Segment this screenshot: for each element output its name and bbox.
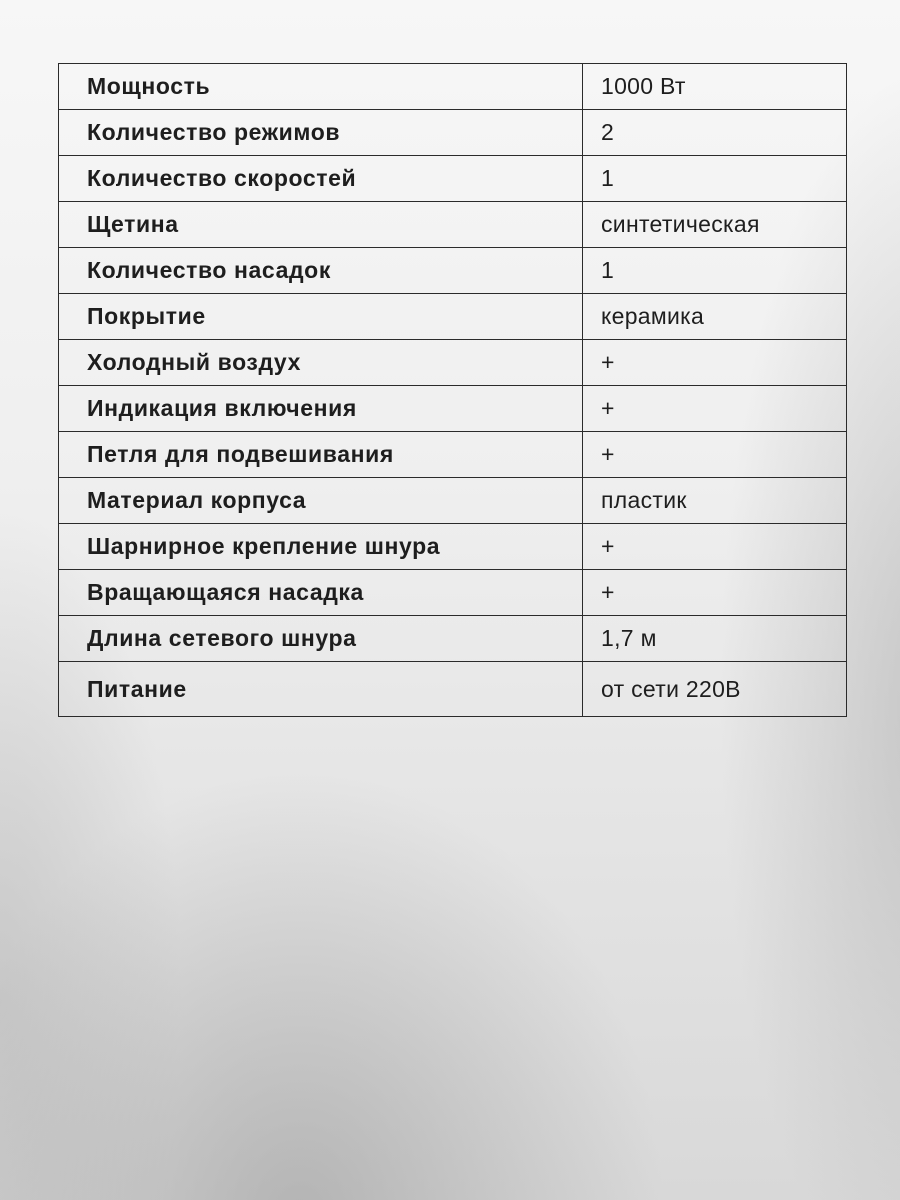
spec-label: Холодный воздух xyxy=(59,340,583,386)
table-row xyxy=(59,616,847,662)
table-row xyxy=(59,110,847,156)
spec-value: + xyxy=(583,570,847,616)
table-row xyxy=(59,386,847,432)
spec-value: от сети 220В xyxy=(583,662,847,717)
spec-label: Покрытие xyxy=(59,294,583,340)
spec-label: Материал корпуса xyxy=(59,478,583,524)
spec-label: Шарнирное крепление шнура xyxy=(59,524,583,570)
spec-label: Щетина xyxy=(59,202,583,248)
table-row xyxy=(59,340,847,386)
spec-value: + xyxy=(583,386,847,432)
spec-value: 1,7 м xyxy=(583,616,847,662)
spec-label: Количество режимов xyxy=(59,110,583,156)
spec-value: 1 xyxy=(583,248,847,294)
table-row xyxy=(59,294,847,340)
table-row xyxy=(59,570,847,616)
spec-value: 1 xyxy=(583,156,847,202)
spec-value: синтетическая xyxy=(583,202,847,248)
table-row xyxy=(59,524,847,570)
spec-table xyxy=(58,63,847,717)
spec-label: Индикация включения xyxy=(59,386,583,432)
spec-value: 1000 Вт xyxy=(583,64,847,110)
spec-label: Длина сетевого шнура xyxy=(59,616,583,662)
spec-value: + xyxy=(583,340,847,386)
table-row xyxy=(59,248,847,294)
spec-value: керамика xyxy=(583,294,847,340)
spec-value: + xyxy=(583,524,847,570)
table-row xyxy=(59,478,847,524)
spec-label: Количество насадок xyxy=(59,248,583,294)
spec-label: Петля для подвешивания xyxy=(59,432,583,478)
spec-label: Питание xyxy=(59,662,583,717)
table-row xyxy=(59,156,847,202)
spec-value: + xyxy=(583,432,847,478)
spec-label: Вращающаяся насадка xyxy=(59,570,583,616)
table-row xyxy=(59,432,847,478)
spec-value: пластик xyxy=(583,478,847,524)
spec-label: Мощность xyxy=(59,64,583,110)
table-row xyxy=(59,202,847,248)
spec-value: 2 xyxy=(583,110,847,156)
table-row xyxy=(59,662,847,717)
spec-label: Количество скоростей xyxy=(59,156,583,202)
table-row xyxy=(59,64,847,110)
